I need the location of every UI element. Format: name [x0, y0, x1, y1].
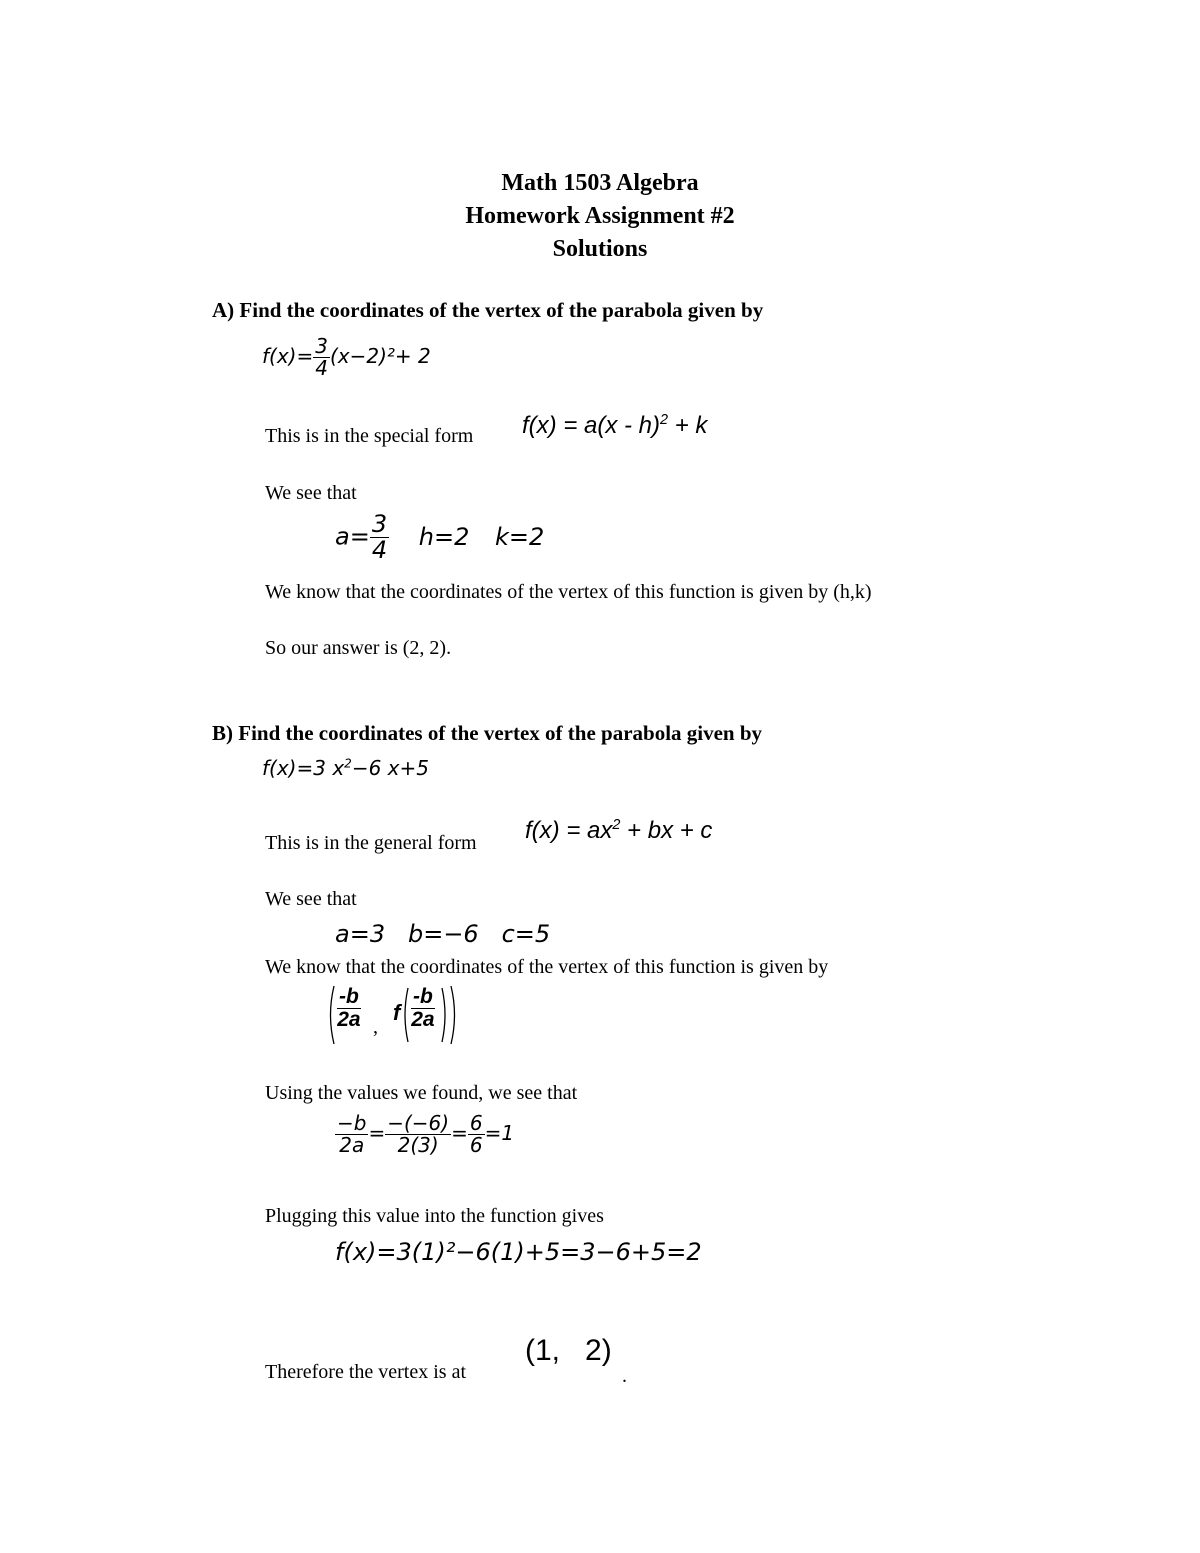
function-b-rest: −6 x+5 [351, 756, 429, 780]
know-text-b: We know that the coordinates of the vertex of this function is given by [265, 956, 829, 978]
vertex-comma: , [373, 1016, 378, 1038]
plug-text: Plugging this value into the function gives [265, 1205, 604, 1227]
general-form-label: This is in the general form [265, 832, 477, 854]
course-title: Math 1503 Algebra [501, 170, 699, 196]
value-a-fraction [370, 512, 389, 563]
calc-fraction-1 [335, 1113, 368, 1156]
function-b-lhs: f(x)=3 x [262, 756, 345, 780]
fraction-numerator: 6 [469, 1111, 483, 1135]
calc-line: $\frac{-b}{2a}$ = $\frac{-(-6)}{2(3)}$ = $\frac{6}{6}$ =1 [337, 1111, 515, 1157]
value-a-lhs: a= [335, 522, 370, 551]
question-a: A) Find the coordinates of the vertex of the parabola given by [212, 298, 764, 322]
special-form-lhs: f(x) = a(x - h) [522, 412, 661, 439]
vertex-f: f [393, 1000, 401, 1025]
calc-fraction-2 [385, 1113, 451, 1156]
see-that-b: We see that [265, 888, 357, 910]
vertex-formula [325, 982, 475, 1048]
fraction-denominator: 4 [315, 356, 328, 380]
assignment-title: Homework Assignment #2 [465, 203, 735, 229]
answer-a: So our answer is (2, 2). [265, 637, 452, 659]
fraction-denominator: 4 [371, 536, 388, 565]
function-a [262, 336, 431, 379]
function-b [262, 756, 429, 780]
special-form-label: This is in the special form [265, 425, 474, 447]
general-form-exponent: 2 [612, 817, 621, 833]
know-text-a: We know that the coordinates of the vertex of this function is given by (h,k) [265, 581, 872, 603]
vertex-x-fraction [337, 986, 361, 1031]
vertex-answer: (1, 2) [525, 1334, 612, 1367]
calc-fraction-3 [468, 1113, 485, 1156]
fraction-numerator: −(−6) [387, 1111, 450, 1135]
value-h: h=2 [418, 522, 470, 551]
fraction-numerator: −b [337, 1111, 367, 1135]
fraction-numerator: 3 [315, 334, 328, 358]
general-form-rest: + bx + c [620, 817, 713, 844]
plug-calc: f(x)=3(1)²−6(1)+5=3−6+5=2 [335, 1238, 702, 1266]
solutions-title: Solutions [552, 236, 648, 262]
question-b: B) Find the coordinates of the vertex of the parabola given by [212, 721, 763, 745]
fraction-denominator: 2a [339, 1133, 365, 1157]
fraction-numerator: -b [339, 985, 359, 1008]
special-form-formula [522, 412, 707, 440]
general-form-lhs: f(x) = ax [525, 817, 613, 844]
function-b-exponent: 2 [344, 756, 352, 771]
fraction-numerator: 3 [371, 510, 388, 538]
calc-result: =1 [484, 1121, 515, 1145]
vertex-y-fraction [411, 986, 435, 1031]
value-k: k=2 [494, 522, 545, 551]
fraction-denominator: 2(3) [397, 1133, 439, 1157]
fraction-denominator: 2a [411, 1008, 435, 1032]
values-b: a=3 b=−6 c=5 [335, 920, 551, 948]
function-a-lhs: f(x)= [262, 344, 314, 368]
function-a-fraction [313, 336, 330, 379]
fraction-denominator: 6 [469, 1133, 483, 1157]
final-period: . [622, 1365, 627, 1387]
fraction-denominator: 2a [337, 1008, 361, 1032]
values-a [335, 512, 544, 563]
general-form-formula [525, 817, 712, 845]
special-form-exponent: 2 [660, 412, 669, 428]
fraction-numerator: -b [413, 985, 433, 1008]
special-form-rest: + k [668, 412, 708, 439]
see-that-a: We see that [265, 482, 357, 504]
using-text: Using the values we found, we see that [265, 1082, 578, 1104]
function-a-rest: (x−2)²+ 2 [329, 344, 431, 368]
therefore-text: Therefore the vertex is at [265, 1361, 467, 1383]
